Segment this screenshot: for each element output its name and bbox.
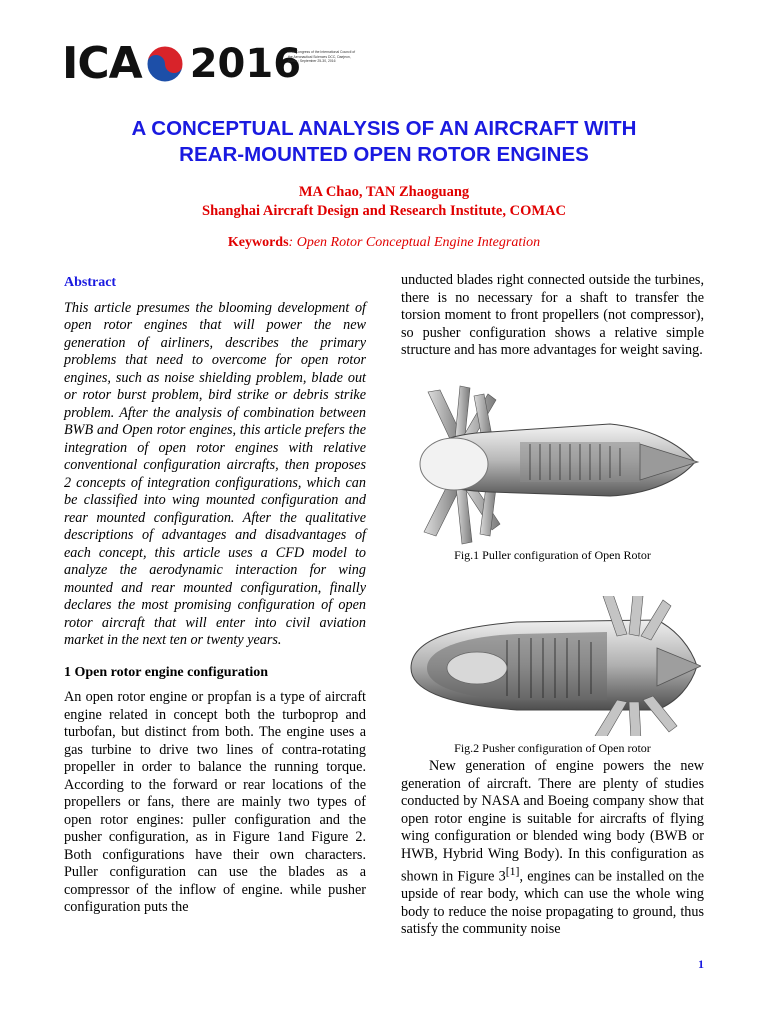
page-header <box>0 0 768 100</box>
icas-logo <box>62 40 301 88</box>
author-block <box>60 183 708 221</box>
right-bottom-text-start: New generation of engine powers the new generation of aircraft. There are plenty of studies conducted by NASA and Boeing company show that open rotor engine is suitable for aircrafts of flying wing configuration or blended wing body (BWB or HWB, Hybrid Wing Body). In this configuration as shown in Figure 3 <box>401 758 704 885</box>
figure-2-pusher-open-rotor <box>407 596 701 736</box>
right-column-text-top: unducted blades right connected outside the turbines, there is no necessary for a shaft to transfer the torsion moment to front propellers (not compressor), so pusher configuration shows a relative simple structure and has more advantages for weight saving. <box>401 272 704 358</box>
abstract-text: This article presumes the blooming development of open rotor engines that will power the new generation of airliners, describes the primary problems that need to overcome for open rotor engines, such as noise shielding problem, blade out or rotor burst problem, bird strike or debris strike problem. After the analysis of combination between BWB and Open rotor engines, this article prefers the integration of open rotor engines with relative conventional configuration aircrafts, then proposes 2 concepts of integration configurations, which can be classified into wing mounted configuration and rear mounted configuration. After the qualitative descriptions of advantages and disadvantages of each concept, this article uses a CFD model to analyze the aerodynamic interaction for wing mounted and rear mounted configuration, finally declares the most promising configuration of open rotor aircraft that will enter into civil aviation market in the next ten or twenty years. <box>64 299 366 648</box>
keywords-value: : Open Rotor Conceptual Engine Integration <box>288 235 541 250</box>
authors: MA Chao, TAN Zhaoguang <box>298 184 470 200</box>
figure-1-puller-open-rotor <box>410 384 700 546</box>
paper-title <box>60 116 708 168</box>
section-1-text: An open rotor engine or propfan is a type of aircraft engine related in concept both the turboprop and turbofan, but distinct from both. The engine uses a gas turbine to drive two lines of contra-rotating propeller in order to balance the running torque. According to the forward or rear locations of the propellers or fans, there are mainly two types of open rotor engines: puller configuration and the pusher configuration, as in Figure 1and Figure 2. Both configurations have their own characters. Puller configuration can use the blades as a compressor of the inflow of engine. while pusher configuration puts the <box>64 689 366 915</box>
affiliation: Shanghai Aircraft Design and Research Institute, COMAC <box>202 203 566 219</box>
keywords <box>60 234 708 252</box>
figure-1-caption: Fig.1 Puller configuration of Open Rotor <box>454 548 651 562</box>
logo-text: ICA <box>62 38 142 89</box>
section-1-heading: 1 Open rotor engine configuration <box>64 664 269 680</box>
figure-2-caption: Fig.2 Pusher configuration of Open rotor <box>454 741 651 755</box>
right-bottom-text-end: , engines can be installed on the upside of rear body, which can use the whole wing body to reduce the noise propagating to ground, thus satisfy the community noise <box>401 868 705 938</box>
left-column <box>64 274 366 917</box>
right-column <box>401 272 704 360</box>
title-line-1: A CONCEPTUAL ANALYSIS OF AN AIRCRAFT WITH <box>131 117 637 140</box>
keywords-label: Keywords <box>227 235 289 250</box>
abstract-heading: Abstract <box>64 275 117 290</box>
page-number: 1 <box>698 957 704 971</box>
right-column-text-bottom <box>401 758 704 939</box>
citation-1: [1] <box>505 864 520 878</box>
congress-info: 30th Congress of the International Council of the Aeronautical Sciences DCC, Daejeon, Korea ; September 25-30, 2016 <box>288 50 356 63</box>
logo-year: 2016 <box>189 41 302 87</box>
title-line-2: REAR-MOUNTED OPEN ROTOR ENGINES <box>179 143 589 166</box>
taegeuk-emblem-icon <box>145 44 185 84</box>
